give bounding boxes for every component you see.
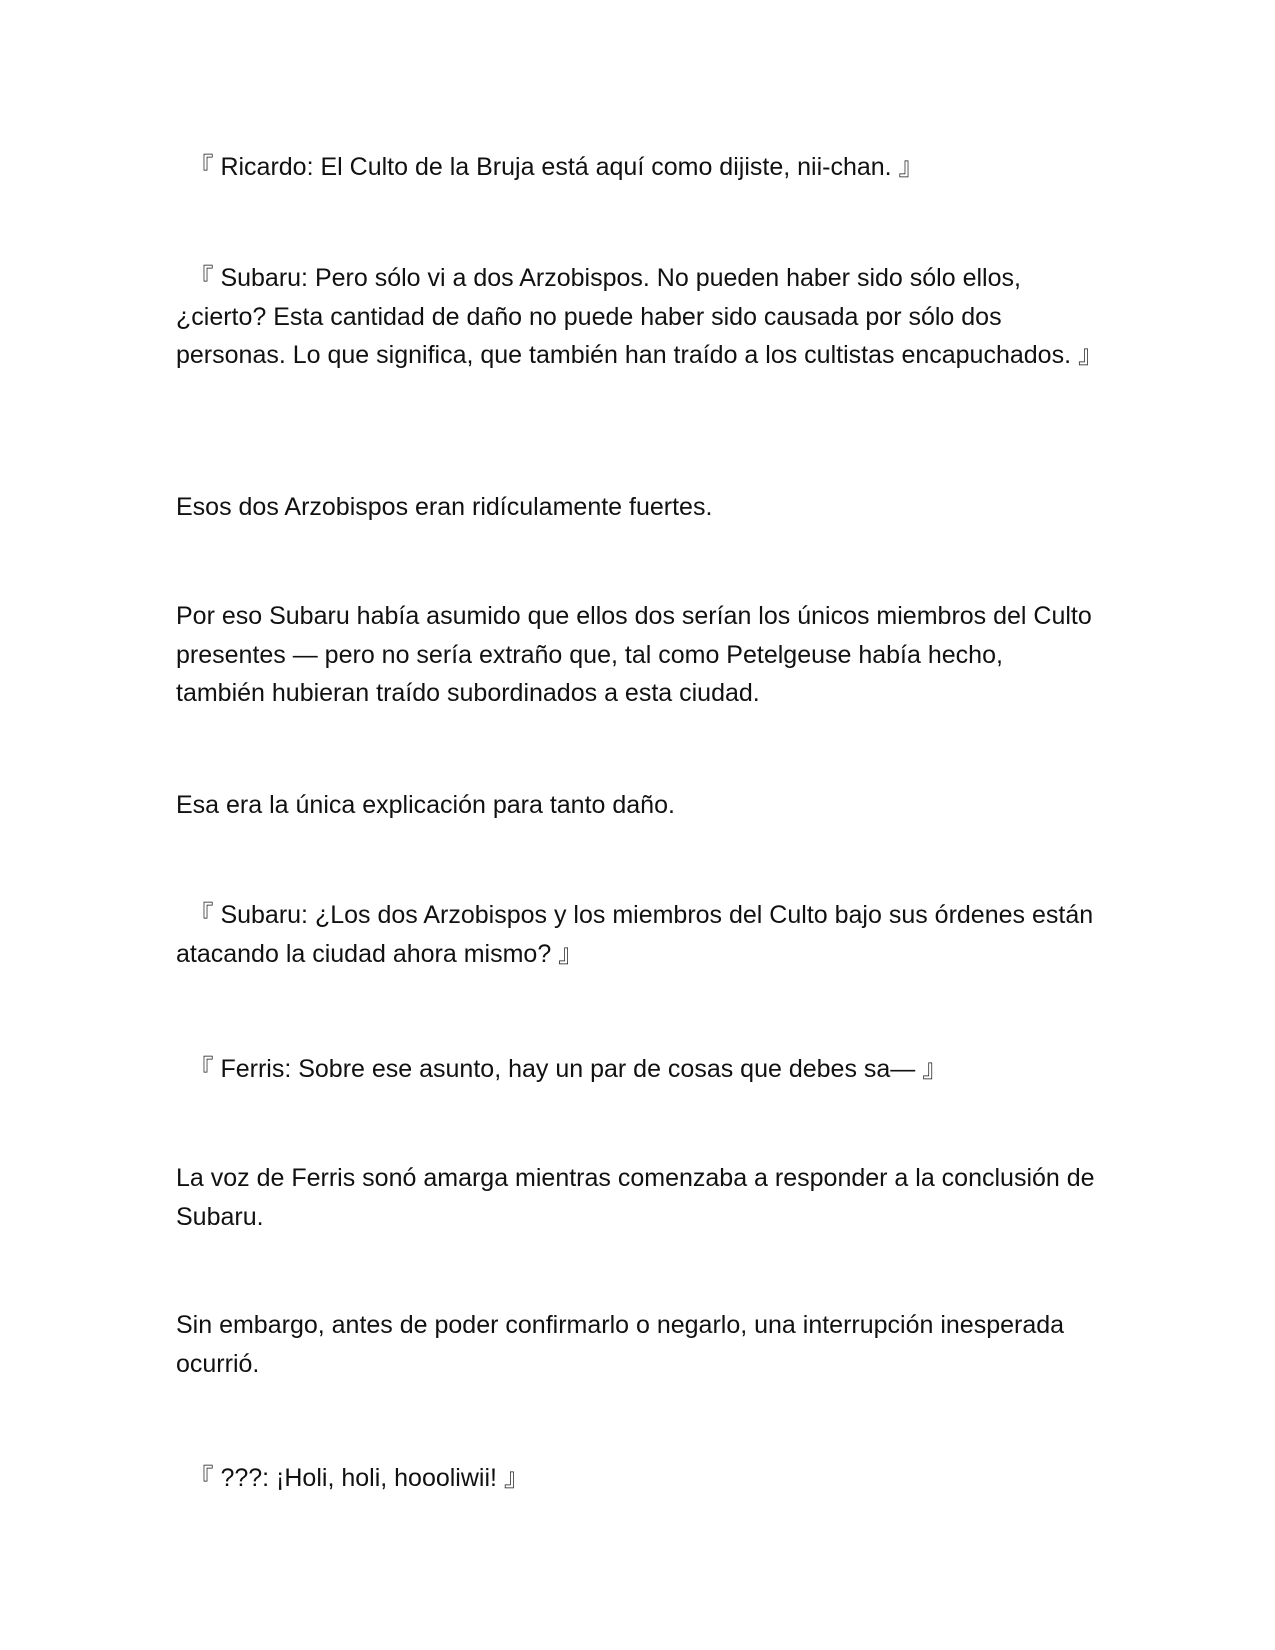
narration-paragraph-1: Esos dos Arzobispos eran ridículamente fuertes. (176, 493, 713, 521)
dialogue-subaru-2: 『 Subaru: ¿Los dos Arzobispos y los miembros del Culto bajo sus órdenes están atacando la ciudad ahora mismo? 』 (176, 901, 1094, 968)
narration-paragraph-5: Sin embargo, antes de poder confirmarlo o negarlo, una interrupción inesperada ocurrió. (176, 1311, 1065, 1378)
dialogue-ferris: 『 Ferris: Sobre ese asunto, hay un par de cosas que debes sa— 』 (176, 1055, 948, 1083)
narration-paragraph-2: Por eso Subaru había asumido que ellos dos serían los únicos miembros del Culto presentes — pero no sería extraño que, tal como Petelgeuse había hecho, también hubieran traído subordinados a esta ciudad. (176, 602, 1092, 707)
narration-paragraph-3: Esa era la única explicación para tanto daño. (176, 791, 675, 819)
dialogue-unknown: 『 ???: ¡Holi, holi, hoooliwii! 』 (176, 1464, 529, 1492)
dialogue-subaru-1: 『 Subaru: Pero sólo vi a dos Arzobispos. No pueden haber sido sólo ellos, ¿cierto? Esta cantidad de daño no puede haber sido causada por sólo dos personas. Lo que significa, que también han traído a los cultistas encapuchados. 』 (176, 264, 1103, 369)
narration-paragraph-4: La voz de Ferris sonó amarga mientras comenzaba a responder a la conclusión de Subaru. (176, 1164, 1095, 1231)
dialogue-ricardo: 『 Ricardo: El Culto de la Bruja está aquí como dijiste, nii-chan. 』 (176, 153, 924, 181)
